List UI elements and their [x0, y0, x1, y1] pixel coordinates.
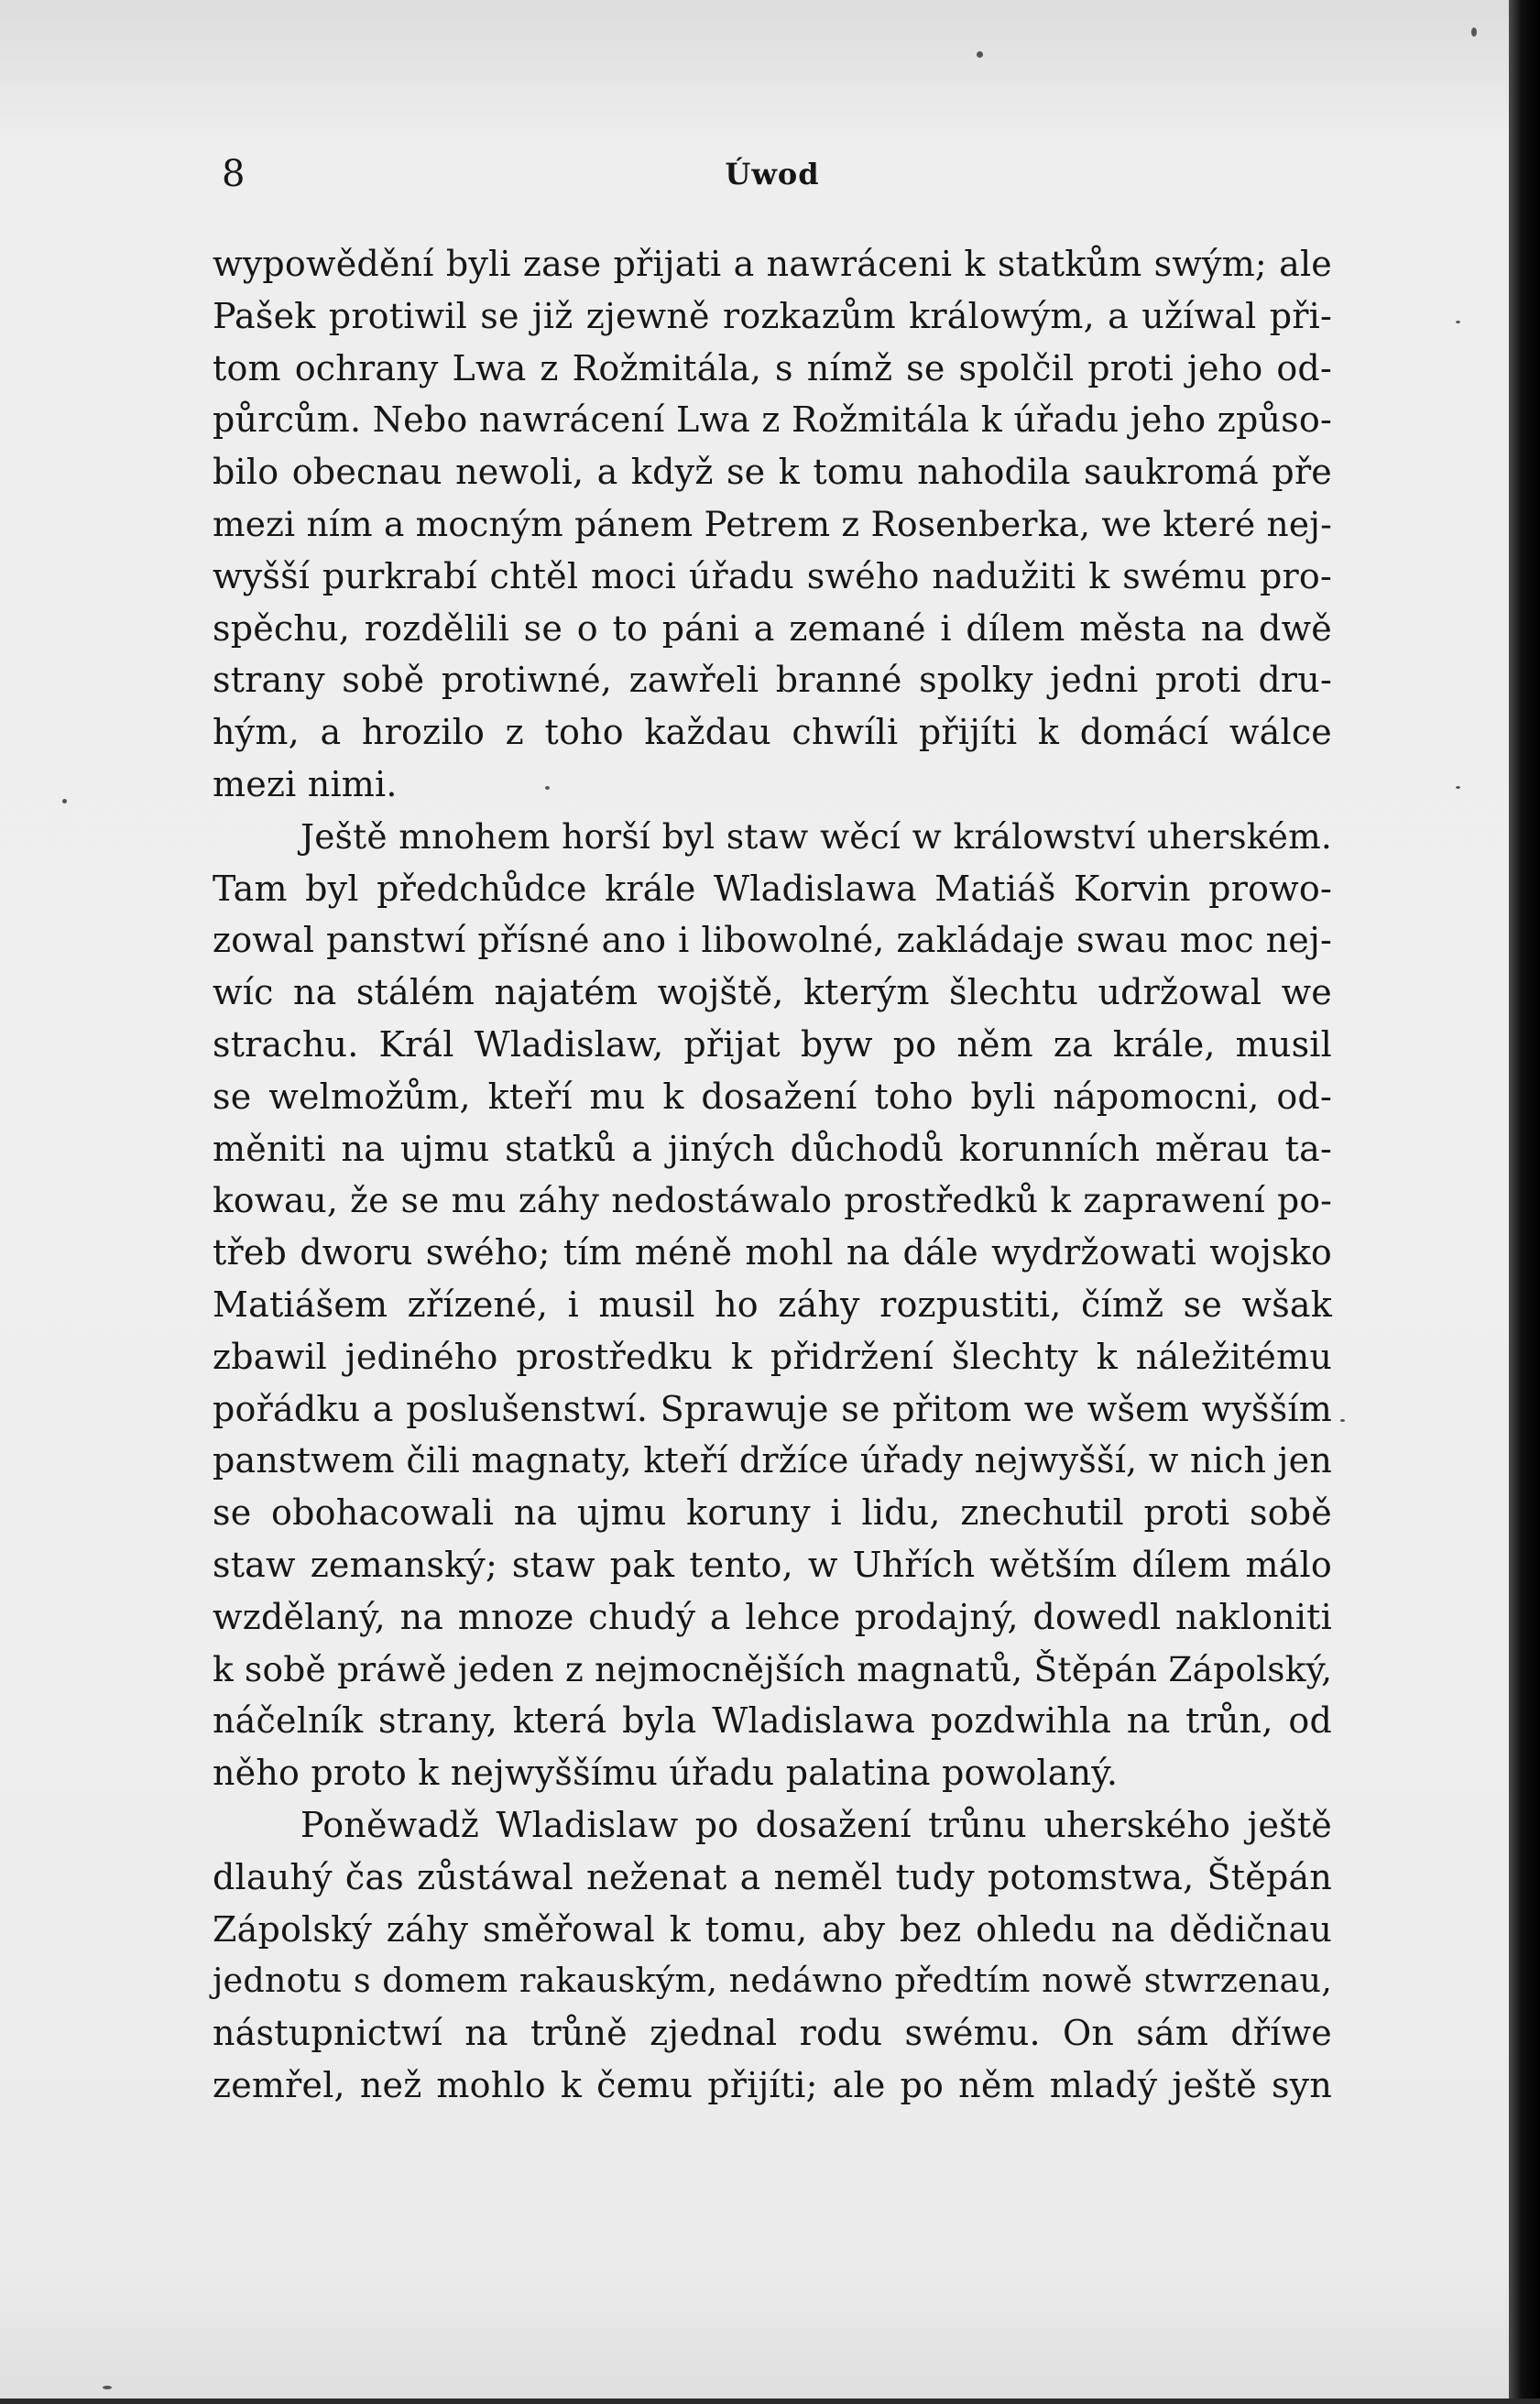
text-line: dlauhý čas zůstáwal neženat a neměl tudy potomstwa, Štěpán: [213, 1856, 1332, 1897]
text-line: kowau, že se mu záhy nedostáwalo prostředků k zaprawení po-: [213, 1180, 1332, 1221]
text-line: hým, a hrozilo z toho každau chwíli přijíti k domácí wálce: [213, 712, 1332, 753]
text-line: Poněwadž Wladislaw po dosažení trůnu uherského ještě: [300, 1804, 1332, 1845]
text-line: pořádku a poslušenstwí. Sprawuje se přitom we wšem wyšším: [213, 1388, 1332, 1429]
body-text: [213, 238, 1332, 2112]
text-line: Ještě mnohem horší byl staw wěcí w králowství uherském.: [300, 815, 1332, 857]
text-line: tom ochrany Lwa z Rožmitála, s nímž se spolčil proti jeho od-: [213, 347, 1332, 388]
scan-binding-edge: [1509, 0, 1540, 2404]
text-line: Matiášem zřízené, i musil ho záhy rozpustiti, čímž se wšak: [213, 1284, 1332, 1325]
text-line: se welmožům, kteří mu k dosažení toho byli nápomocni, od-: [213, 1076, 1332, 1117]
text-line: strany sobě protiwné, zawřeli branné spolky jedni proti dru-: [213, 660, 1332, 701]
text-line: Pašek protiwil se již zjewně rozkazům králowým, a užíwal při-: [213, 295, 1332, 336]
text-line: něho proto k nejwyššímu úřadu palatina powolaný.: [213, 1753, 1119, 1794]
text-line: zowal panstwí přísné ano i libowolné, zakládaje swau moc nej-: [213, 920, 1332, 961]
book-page: [213, 147, 1332, 2112]
scan-speck: [1456, 786, 1460, 789]
text-line: k sobě práwě jeden z nejmocnějších magnatů, Štěpán Zápolský,: [213, 1648, 1333, 1689]
text-line: wyšší purkrabí chtěl moci úřadu swého nadužiti k swému pro-: [213, 555, 1332, 596]
scan-speck: [1340, 1419, 1345, 1422]
paragraph-1: [213, 238, 1332, 811]
scan-speck: [977, 51, 983, 58]
text-line: zbawil jediného prostředku k přidržení šlechty k náležitému: [213, 1336, 1332, 1377]
text-line: staw zemanský; staw pak tento, w Uhřích wětším dílem málo: [213, 1544, 1332, 1585]
text-line: nástupnictwí na trůně zjednal rodu swému. On sám dříwe: [213, 2013, 1332, 2054]
scan-bottom-edge: [0, 2399, 1540, 2404]
text-line: wíc na stálém najatém wojště, kterým šlechtu udržowal we: [213, 972, 1332, 1013]
scan-speck: [1456, 321, 1460, 323]
running-title: Úwod: [725, 157, 820, 191]
text-line: spěchu, rozdělili se o to páni a zemané i dílem města na dwě: [213, 607, 1332, 649]
paragraph-3: [213, 1799, 1332, 2112]
text-line: strachu. Král Wladislaw, přijat byw po něm za krále, musil: [213, 1023, 1332, 1065]
text-line: půrcům. Nebo nawrácení Lwa z Rožmitála k úřadu jeho způso-: [213, 399, 1332, 441]
scan-speck: [1471, 27, 1477, 37]
text-line: jednotu s domem rakauským, nedáwno předtím nowě stwrzenau,: [213, 1961, 1332, 2001]
page-number: 8: [222, 153, 246, 195]
text-line: mezi nimi.: [213, 763, 398, 804]
text-line: panstwem čili magnaty, kteří držíce úřady nejwyšší, w nich jen: [213, 1440, 1332, 1481]
text-line: Tam byl předchůdce krále Wladislawa Matiáš Korvin prowo-: [213, 868, 1332, 909]
text-line: Zápolský záhy směřowal k tomu, aby bez ohledu na dědičnau: [213, 1908, 1332, 1950]
paragraph-2: [213, 811, 1332, 1799]
text-line: se obohacowali na ujmu koruny i lidu, znechutil proti sobě: [213, 1492, 1332, 1534]
text-line: měniti na ujmu statků a jiných důchodů korunních měrau ta-: [213, 1128, 1332, 1169]
scan-speck: [103, 2386, 112, 2389]
text-line: bilo obecnau newoli, a když se k tomu nahodila saukromá pře: [213, 452, 1332, 493]
scan-speck: [62, 799, 67, 803]
text-line: wypowědění byli zase přijati a nawráceni k statkům swým; ale: [213, 244, 1332, 284]
text-line: třeb dworu swého; tím méně mohl na dále wydržowati wojsko: [213, 1232, 1332, 1273]
text-line: mezi ním a mocným pánem Petrem z Rosenberka, we které nej-: [213, 503, 1332, 544]
running-head: [213, 147, 1332, 202]
text-line: zemřel, než mohlo k čemu přijíti; ale po něm mladý ještě syn: [213, 2064, 1332, 2105]
text-line: náčelník strany, která byla Wladislawa pozdwihla na trůn, od: [213, 1700, 1332, 1742]
text-line: wzdělaný, na mnoze chudý a lehce prodajný, dowedl nakloniti: [213, 1596, 1332, 1637]
